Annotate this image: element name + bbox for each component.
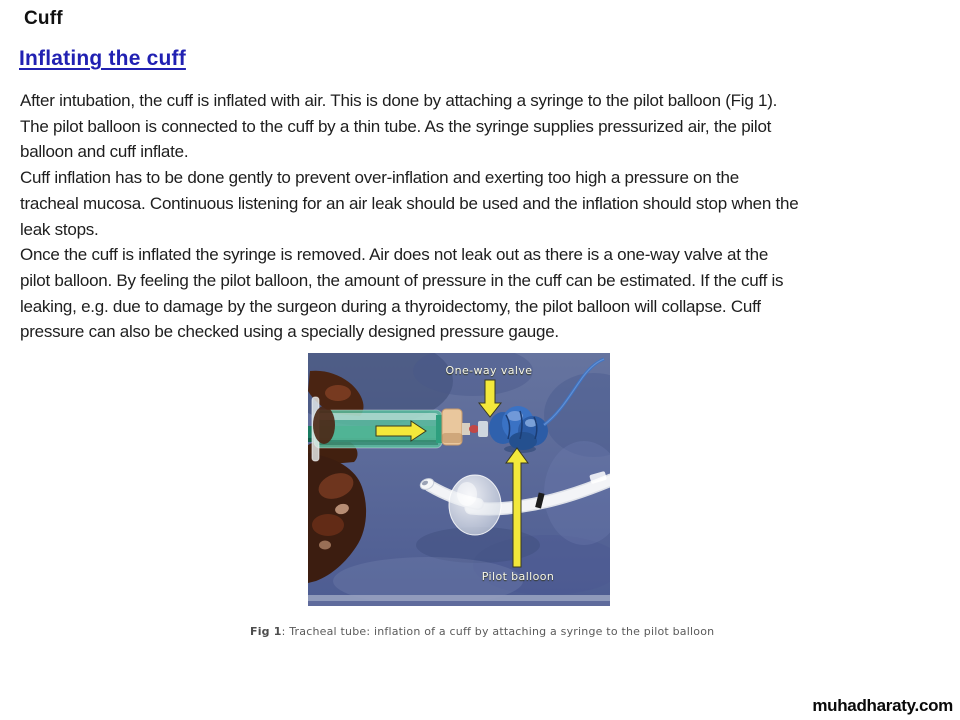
gripping-finger: [313, 406, 335, 444]
article-line: tracheal mucosa. Continuous listening for an air leak should be used and the inflation should stop when the: [20, 193, 799, 213]
valve-connector: [469, 425, 479, 433]
inflated-cuff: [449, 475, 501, 535]
figure-caption-number: Fig 1: [250, 625, 282, 638]
article-line: The pilot balloon is connected to the cuff by a thin tube. As the syringe supplies pressurized air, the pilot: [20, 116, 772, 136]
article-body: [20, 88, 956, 345]
page-title: Cuff: [24, 8, 63, 29]
article-line: pressure can also be checked using a specially designed pressure gauge.: [20, 322, 559, 342]
figure-caption-text: : Tracheal tube: inflation of a cuff by attaching a syringe to the pilot balloon: [281, 625, 715, 638]
watermark-site-name: muhadharaty.com: [812, 696, 953, 715]
article-line: Once the cuff is inflated the syringe is removed. Air does not leak out as there is a one-way valve at the: [20, 245, 769, 265]
syringe-nozzle: [462, 423, 470, 435]
article-line: pilot balloon. By feeling the pilot balloon, the amount of pressure in the cuff can be estimated. If the cuff is: [20, 270, 784, 290]
article-line: balloon and cuff inflate.: [20, 142, 189, 162]
article-line: leak stops.: [20, 219, 99, 239]
article-line: After intubation, the cuff is inflated with air. This is done by attaching a syringe to the pilot balloon (Fig 1).: [20, 91, 778, 110]
one-way-valve-label: One-way valve: [445, 364, 533, 377]
article-line: leaking, e.g. due to damage by the surgeon during a thyroidectomy, the pilot balloon will collapse. Cuff: [20, 296, 761, 316]
pilot-balloon-label: Pilot balloon: [481, 570, 555, 583]
tracheal-tube-photo-illustration: [308, 353, 610, 606]
figure-photo-tracheal-tube: [308, 353, 610, 606]
figure-caption: [250, 625, 714, 638]
one-way-valve-hub: [478, 421, 488, 437]
article-line: Cuff inflation has to be done gently to prevent over-inflation and exerting too high a pressure on the: [20, 168, 739, 188]
section-heading-inflating-the-cuff: Inflating the cuff: [19, 47, 186, 70]
